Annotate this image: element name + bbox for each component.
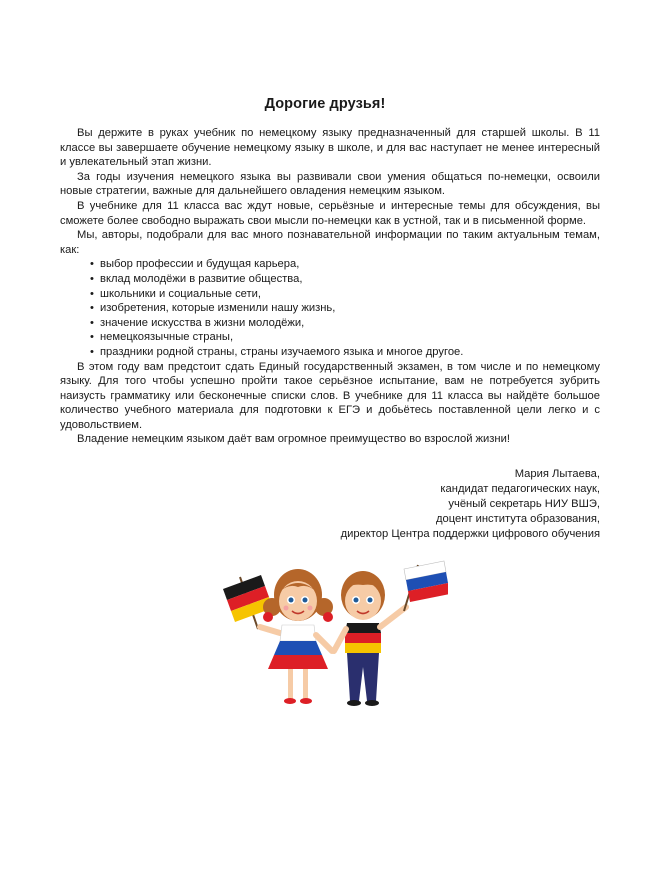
signature-line: директор Центра поддержки цифрового обучения <box>340 528 600 540</box>
letter-body <box>60 126 600 447</box>
paragraph: Мы, авторы, подобрали для вас много познавательной информации по таким актуальным темам, как: <box>60 229 600 256</box>
signature-line: доцент института образования, <box>435 513 600 525</box>
signature-line: Мария Лытаева, <box>514 468 600 480</box>
paragraph: В учебнике для 11 класса вас ждут новые, серьёзные и интересные темы для обсуждения, вы сможете более свободно выражать свои мысли по-немецки как в устной, так и в письменной форме. <box>60 199 600 227</box>
paragraph: За годы изучения немецкого языка вы развивали свои умения общаться по-немецки, освоили новые стратегии, важные для дальнейшего овладения немецким языком. <box>60 170 600 198</box>
list-item: • школьники и социальные сети, <box>90 287 600 302</box>
list-item: • выбор профессии и будущая карьера, <box>90 257 600 272</box>
russian-flag-icon <box>404 561 448 611</box>
topic-list <box>60 257 600 359</box>
paragraph: Вы держите в руках учебник по немецкому языку предназначенный для старшей школы. В 11 классе вы завершаете обучение немецкому языку в школе, и для вас наступает не менее интересный и увлекательный этап жизни. <box>60 127 600 169</box>
list-item: • праздники родной страны, страны изучаемого языка и многое другое. <box>90 345 600 360</box>
children-with-flags-illustration <box>218 555 448 715</box>
girl-figure <box>260 569 333 704</box>
paragraph: В этом году вам предстоит сдать Единый государственный экзамен, в том числе и по немецкому языку. Для того чтобы успешно пройти такое серьёзное испытание, вам не потребуется зубрить наизусть грамматику или бесконечные списки слов. В учебнике для 11 класса вы найдёте большое количество учебного материала для подготовки к ЕГЭ и добьётесь поставленной цели легко и с удовольствием. <box>60 360 600 431</box>
page-title: Дорогие друзья! <box>264 96 386 112</box>
list-item: • значение искусства в жизни молодёжи, <box>90 316 600 331</box>
signature-block <box>341 467 600 542</box>
list-item: • вклад молодёжи в развитие общества, <box>90 272 600 287</box>
signature-line: кандидат педагогических наук, <box>440 483 600 495</box>
list-item: • немецкоязычные страны, <box>90 330 600 345</box>
signature-line: учёный секретарь НИУ ВШЭ, <box>448 498 600 510</box>
paragraph: Владение немецким языком даёт вам огромное преимущество во взрослой жизни! <box>77 433 510 446</box>
list-item: • изобретения, которые изменили нашу жизнь, <box>90 301 600 316</box>
boy-figure <box>334 571 406 706</box>
